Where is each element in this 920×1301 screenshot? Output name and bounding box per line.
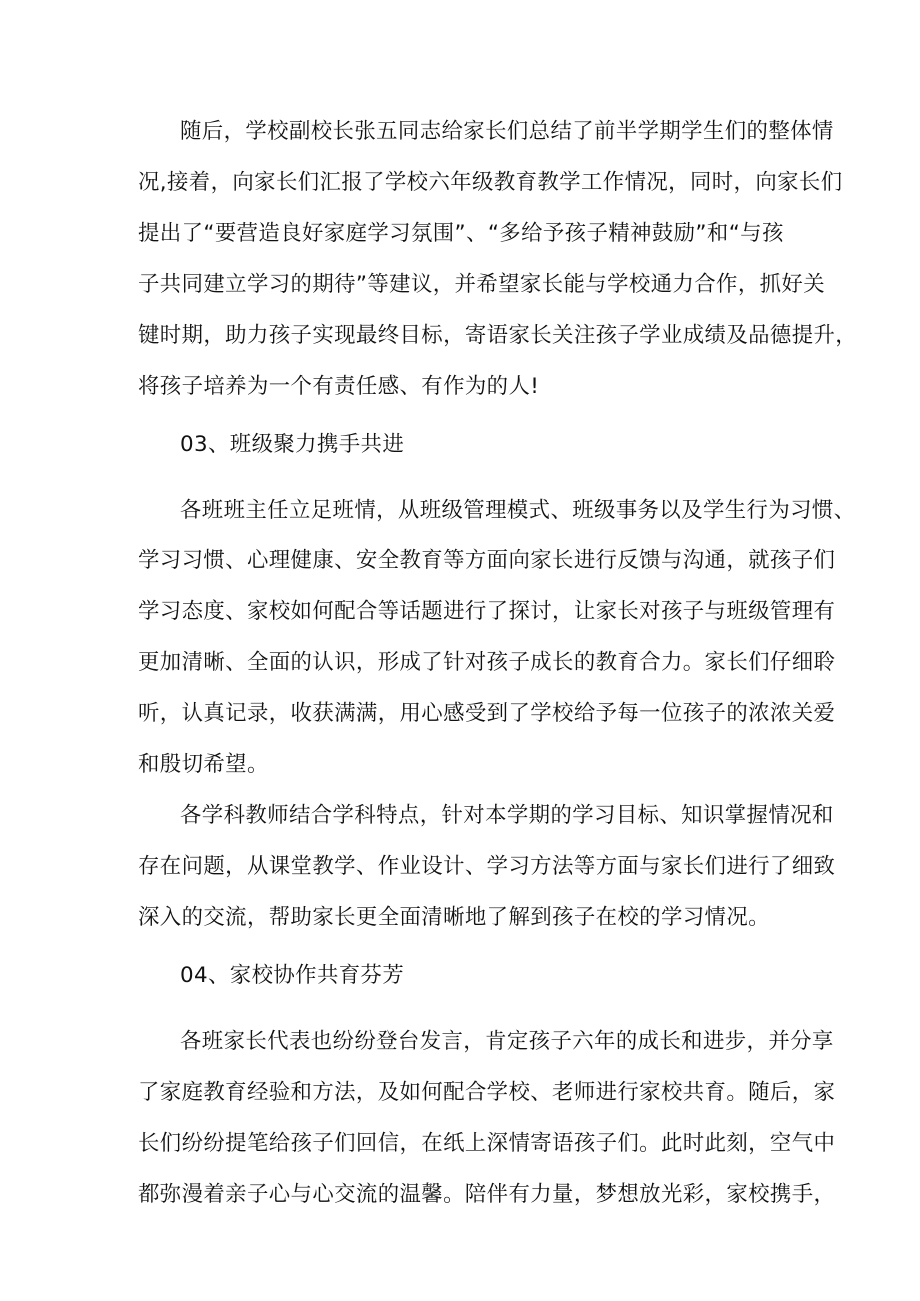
paragraph-line: 子共同建立学习的期待”等建议，并希望家长能与学校通力合作，抓好关	[138, 272, 825, 297]
section-heading-03: 03、班级聚力携手共进	[180, 432, 405, 457]
paragraph-line: 键时期，助力孩子实现最终目标，寄语家长关注孩子学业成绩及品德提升，	[138, 323, 858, 348]
paragraph-line: 都弥漫着亲子心与心交流的温馨。陪伴有力量，梦想放光彩，家校携手，	[138, 1182, 836, 1207]
paragraph-line: 学习习惯、心理健康、安全教育等方面向家长进行反馈与沟通，就孩子们	[138, 548, 836, 573]
paragraph-line: 存在问题，从课堂教学、作业设计、学习方法等方面与家长们进行了细致	[138, 854, 836, 879]
paragraph-line: 各班班主任立足班情，从班级管理模式、班级事务以及学生行为习惯、	[180, 498, 856, 523]
paragraph-line: 各班家长代表也纷纷登台发言，肯定孩子六年的成长和进步，并分享	[180, 1029, 834, 1054]
paragraph-line: 随后，学校副校长张五同志给家长们总结了前半学期学生们的整体情	[180, 119, 834, 144]
paragraph-line: 况,接着，向家长们汇报了学校六年级教育教学工作情况，同时，向家长们	[138, 170, 843, 195]
paragraph-line: 学习态度、家校如何配合等话题进行了探讨，让家长对孩子与班级管理有	[138, 599, 836, 624]
section-heading-04: 04、家校协作共育芬芳	[180, 963, 405, 988]
paragraph-line: 听，认真记录，收获满满，用心感受到了学校给予每一位孩子的浓浓关爱	[138, 701, 836, 726]
paragraph-line: 提出了“要营造良好家庭学习氛围”、“多给予孩子精神鼓励”和“与孩	[138, 221, 784, 246]
paragraph-line: 深入的交流，帮助家长更全面清晰地了解到孩子在校的学习情况。	[138, 905, 770, 930]
paragraph-line: 更加清晰、全面的认识，形成了针对孩子成长的教育合力。家长们仔细聆	[138, 650, 836, 675]
paragraph-line: 将孩子培养为一个有责任感、有作为的人!	[138, 374, 540, 399]
paragraph-line: 和殷切希望。	[138, 752, 269, 777]
paragraph-line: 各学科教师结合学科特点，针对本学期的学习目标、知识掌握情况和	[180, 803, 834, 828]
paragraph-line: 长们纷纷提笔给孩子们回信，在纸上深情寄语孩子们。此时此刻，空气中	[138, 1131, 836, 1156]
paragraph-line: 了家庭教育经验和方法，及如何配合学校、老师进行家校共育。随后，家	[138, 1080, 836, 1105]
